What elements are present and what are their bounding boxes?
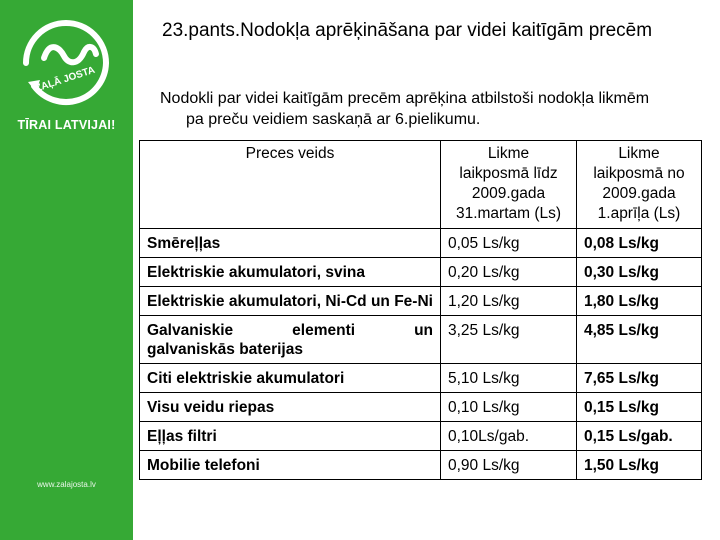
table-row [140,422,702,451]
slide-title: 23.pants.Nodokļa aprēķināšana par videi kaitīgām precēm [162,20,653,41]
table-row [140,316,702,364]
row-item: Mobilie telefoni [140,451,441,480]
header-item: Preces veids [140,141,441,229]
row-rate-from: 0,08 Ls/kg [577,229,702,258]
row-rate-until: 0,10Ls/gab. [441,422,577,451]
row-rate-from: 7,65 Ls/kg [577,364,702,393]
table-row [140,287,702,316]
table-row [140,451,702,480]
row-rate-until: 0,10 Ls/kg [441,393,577,422]
row-rate-until: 0,05 Ls/kg [441,229,577,258]
slogan: TĪRAI LATVIJAI! [17,118,116,132]
row-rate-until: 5,10 Ls/kg [441,364,577,393]
table-header-row [140,141,702,229]
row-rate-from: 0,15 Ls/gab. [577,422,702,451]
row-item: Citi elektriskie akumulatori [140,364,441,393]
row-item: Galvaniskie elementi un galvaniskās baterijas [140,316,441,364]
row-rate-until: 1,20 Ls/kg [441,287,577,316]
sidebar [0,0,133,540]
row-rate-until: 0,20 Ls/kg [441,258,577,287]
table-row [140,258,702,287]
row-item: Elektriskie akumulatori, svina [140,258,441,287]
zala-josta-logo [14,18,118,108]
row-rate-from: 0,30 Ls/kg [577,258,702,287]
row-rate-until: 0,90 Ls/kg [441,451,577,480]
row-item: Visu veidu riepas [140,393,441,422]
row-item: Smēreļļas [140,229,441,258]
row-rate-from: 1,80 Ls/kg [577,287,702,316]
intro-line-2: pa preču veidiem saskaņā ar 6.pielikumu. [186,111,481,128]
row-rate-from: 4,85 Ls/kg [577,316,702,364]
table-row [140,364,702,393]
intro-line-1: Nodokli par videi kaitīgām precēm aprēķina atbilstoši nodokļa likmēm [160,90,650,107]
row-item: Eļļas filtri [140,422,441,451]
row-item: Elektriskie akumulatori, Ni-Cd un Fe-Ni [140,287,441,316]
table-row [140,393,702,422]
website-link[interactable]: www.zalajosta.lv [37,480,96,489]
row-rate-from: 0,15 Ls/kg [577,393,702,422]
header-rate-from: Likme laikposmā no 2009.gada 1.aprīļa (Ls) [577,141,702,229]
header-rate-until: Likme laikposmā līdz 2009.gada 31.martam (Ls) [441,141,577,229]
svg-text:ZAĻĀ JOSTA: ZAĻĀ JOSTA [34,64,97,95]
tax-rates-table [139,140,702,480]
table-row [140,229,702,258]
row-rate-until: 3,25 Ls/kg [441,316,577,364]
intro-text [160,88,715,130]
row-rate-from: 1,50 Ls/kg [577,451,702,480]
